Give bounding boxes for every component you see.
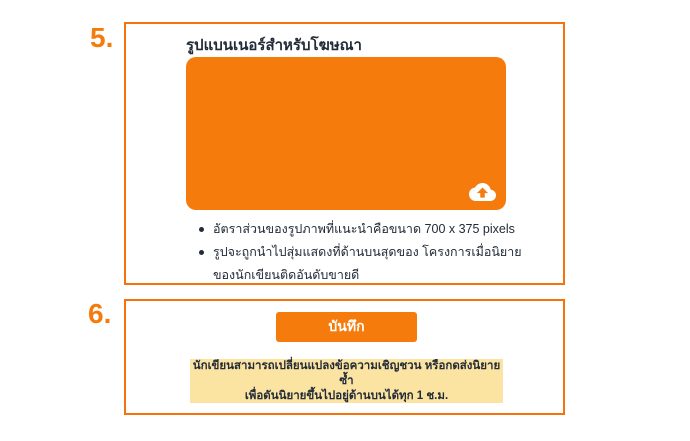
cloud-upload-icon [469,181,496,203]
list-item: รูปจะถูกนำไปสุ่มแสดงที่ด้านบนสุดของ โครงการเมื่อนิยายของ​นักเขียนติดอันดับขายดี [199,241,529,287]
step-5-number: 5. [90,22,114,53]
step-6-number: 6. [88,298,112,329]
banner-section-panel [124,22,565,285]
note-line-1: นักเขียนสามารถเปลี่ยนแปลงข้อความเชิญชวน หรือกดส่งนิยายซ้ำ [192,359,501,387]
banner-upload-area[interactable] [186,57,506,210]
save-section-panel [124,299,565,415]
save-button[interactable]: บันทึก [276,312,417,342]
banner-guidelines-list [199,218,529,287]
resubmit-note-box [190,359,503,403]
banner-section-title: รูปแบนเนอร์สำหรับโฆษณา [186,37,362,54]
list-item: อัตราส่วนของรูปภาพที่แนะนำคือขนาด 700 x 375 pixels [199,218,529,241]
note-line-2: เพื่อดันนิยายขึ้นไปอยู่ด้านบนได้ทุก 1 ช.ม. [244,389,449,402]
